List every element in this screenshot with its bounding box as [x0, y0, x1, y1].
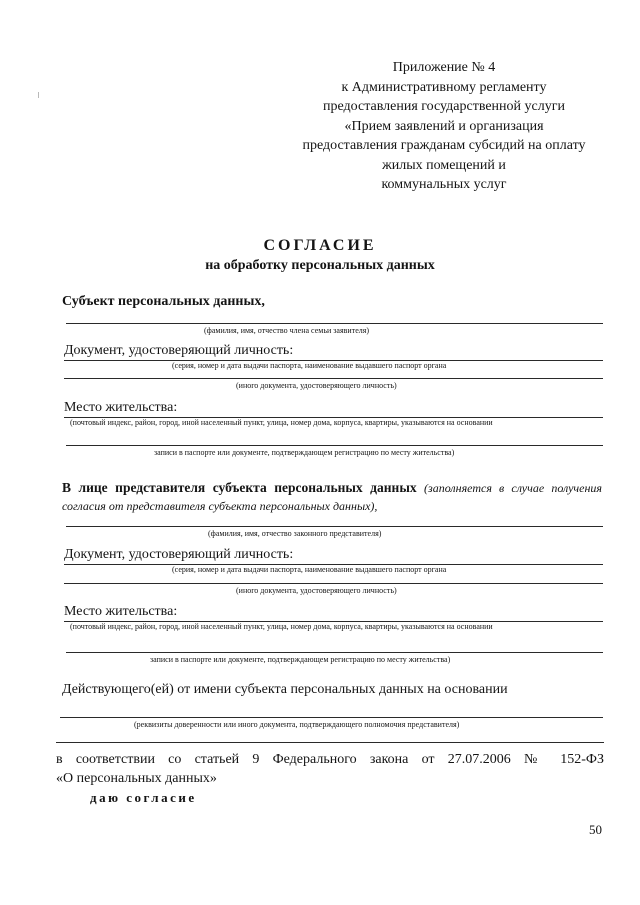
representative-heading: В лице представителя субъекта персональных данных: [62, 480, 417, 495]
document-title: СОГЛАСИЕ: [263, 237, 377, 254]
representative-other-document-field[interactable]: [64, 583, 603, 584]
appendix-line: к Административному регламенту: [341, 79, 547, 95]
representative-residence-hint: (почтовый индекс, район, город, иной населенный пункт, улица, номер дома, корпуса, квартиры, указываются на основании: [70, 622, 493, 631]
subject-heading: Субъект персональных данных,: [62, 294, 265, 309]
representative-document-label: Документ, удостоверяющий личность:: [64, 547, 294, 562]
appendix-line: «Прием заявлений и организация: [344, 118, 544, 134]
acting-basis-field[interactable]: [60, 717, 603, 718]
subject-residence-label: Место жительства:: [64, 400, 178, 415]
subject-document-label: Документ, удостоверяющий личность:: [64, 343, 294, 358]
law-reference-line: в соответствии со статьей 9 Федерального закона от 27.07.2006 № 152-ФЗ: [56, 752, 604, 767]
appendix-line: Приложение № 4: [392, 60, 496, 75]
appendix-line: предоставления государственной услуги: [323, 99, 565, 114]
law-reference-line: «О персональных данных»: [56, 771, 217, 786]
law-reference: [56, 750, 604, 788]
representative-registration-hint: записи в паспорте или документе, подтверждающем регистрацию по месту жительства): [150, 655, 451, 664]
scan-mark: [38, 92, 39, 98]
appendix-line: жилых помещений и: [382, 157, 506, 173]
subject-registration-hint: записи в паспорте или документе, подтверждающем регистрацию по месту жительства): [154, 448, 455, 457]
representative-name-hint: (фамилия, имя, отчество законного представителя): [208, 529, 382, 538]
subject-document-hint: (серия, номер и дата выдачи паспорта, наименование выдавшего паспорт органа: [172, 361, 447, 370]
acting-basis-hint: (реквизиты доверенности или иного документа, подтверждающего полномочия представителя): [134, 720, 460, 729]
representative-name-field[interactable]: [66, 526, 603, 527]
appendix-header: [284, 58, 604, 195]
representative-registration-field[interactable]: [66, 652, 603, 653]
consent-statement: даю согласие: [90, 790, 197, 805]
page-number: 50: [589, 822, 602, 837]
representative-other-document-hint: (иного документа, удостоверяющего личность): [236, 586, 397, 595]
representative-document-hint: (серия, номер и дата выдачи паспорта, наименование выдавшего паспорт органа: [172, 565, 447, 574]
appendix-line: предоставления гражданам субсидий на оплату: [302, 138, 586, 153]
representative-note: (заполняется в случае получения согласия от представителя субъекта персональных данных),: [62, 481, 603, 513]
document-subtitle: на обработку персональных данных: [205, 258, 435, 273]
subject-name-field[interactable]: [66, 323, 603, 324]
subject-name-hint: (фамилия, имя, отчество члена семьи заявителя): [204, 326, 370, 335]
acting-label: Действующего(ей) от имени субъекта персональных данных на основании: [62, 682, 508, 697]
appendix-line: коммунальных услуг: [381, 177, 507, 192]
subject-other-document-hint: (иного документа, удостоверяющего личность): [236, 381, 397, 390]
section-divider: [56, 742, 604, 743]
subject-other-document-field[interactable]: [64, 378, 603, 379]
representative-paragraph: [62, 479, 602, 515]
subject-residence-hint: (почтовый индекс, район, город, иной населенный пункт, улица, номер дома, корпуса, квартиры, указываются на основании: [70, 418, 493, 427]
subject-registration-field[interactable]: [66, 445, 603, 446]
representative-residence-label: Место жительства:: [64, 604, 178, 619]
